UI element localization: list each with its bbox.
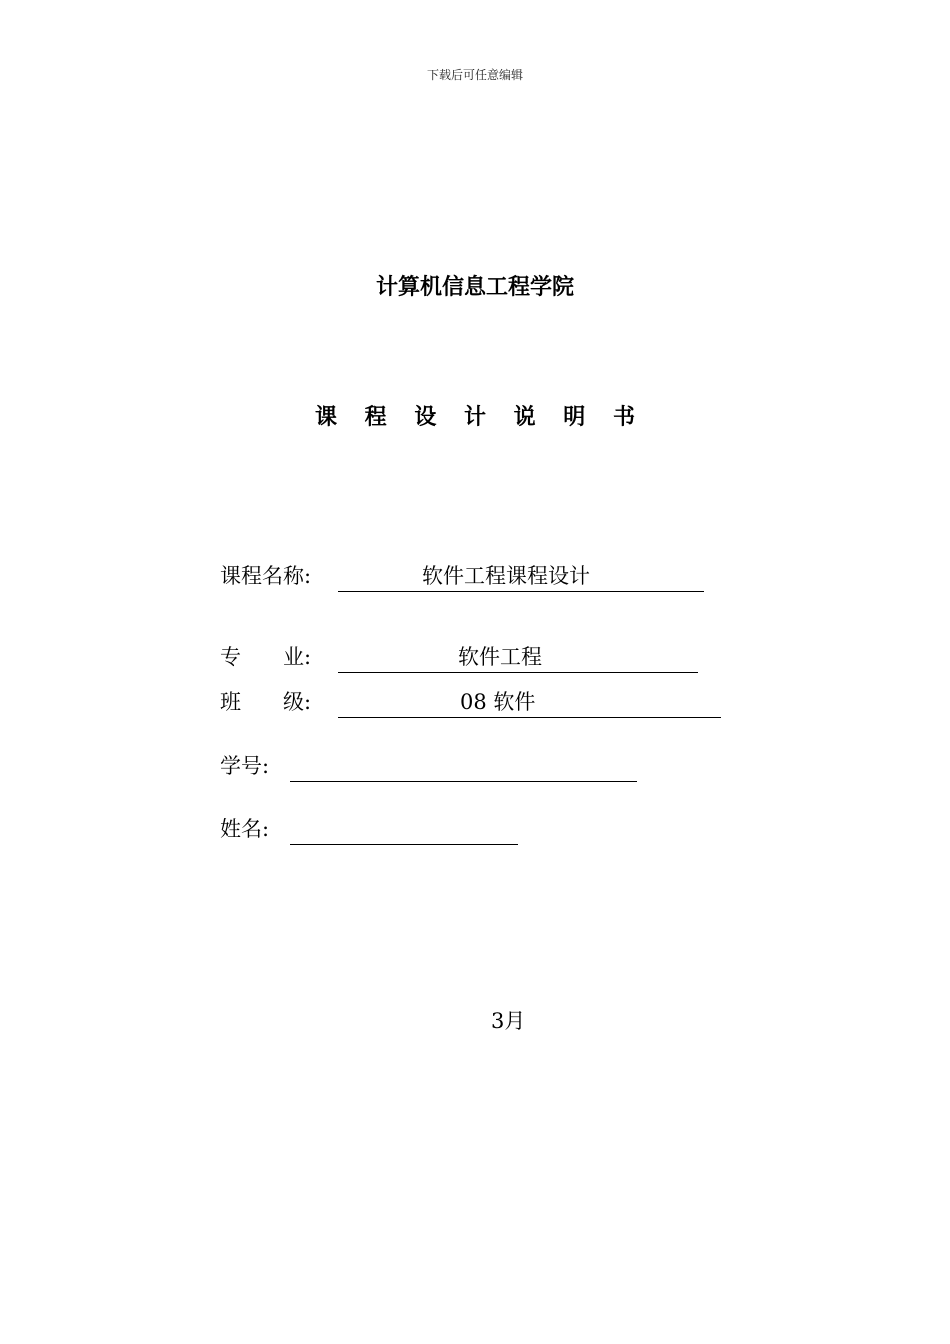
course-name-field (220, 562, 710, 592)
class-value: 08 软件 (460, 690, 536, 714)
name-label: 姓名: (220, 817, 270, 841)
header-note: 下载后可任意编辑 (426, 68, 523, 82)
student-id-underline (290, 755, 637, 782)
institute-name: 计算机信息工程学院 (375, 275, 574, 300)
document-title: 课 程 设 计 说 明 书 (315, 405, 645, 430)
name-field (220, 815, 520, 845)
date: 3月 (491, 1009, 526, 1033)
major-value: 软件工程 (458, 645, 542, 669)
student-id-field (220, 752, 640, 782)
major-label: 专 业: (220, 645, 312, 669)
course-name-label: 课程名称: (220, 564, 312, 588)
student-id-label: 学号: (220, 754, 270, 778)
name-underline (290, 818, 518, 845)
class-field (220, 688, 730, 718)
course-name-value: 软件工程课程设计 (422, 564, 590, 588)
major-field (220, 643, 710, 673)
class-label: 班 级: (220, 690, 312, 714)
